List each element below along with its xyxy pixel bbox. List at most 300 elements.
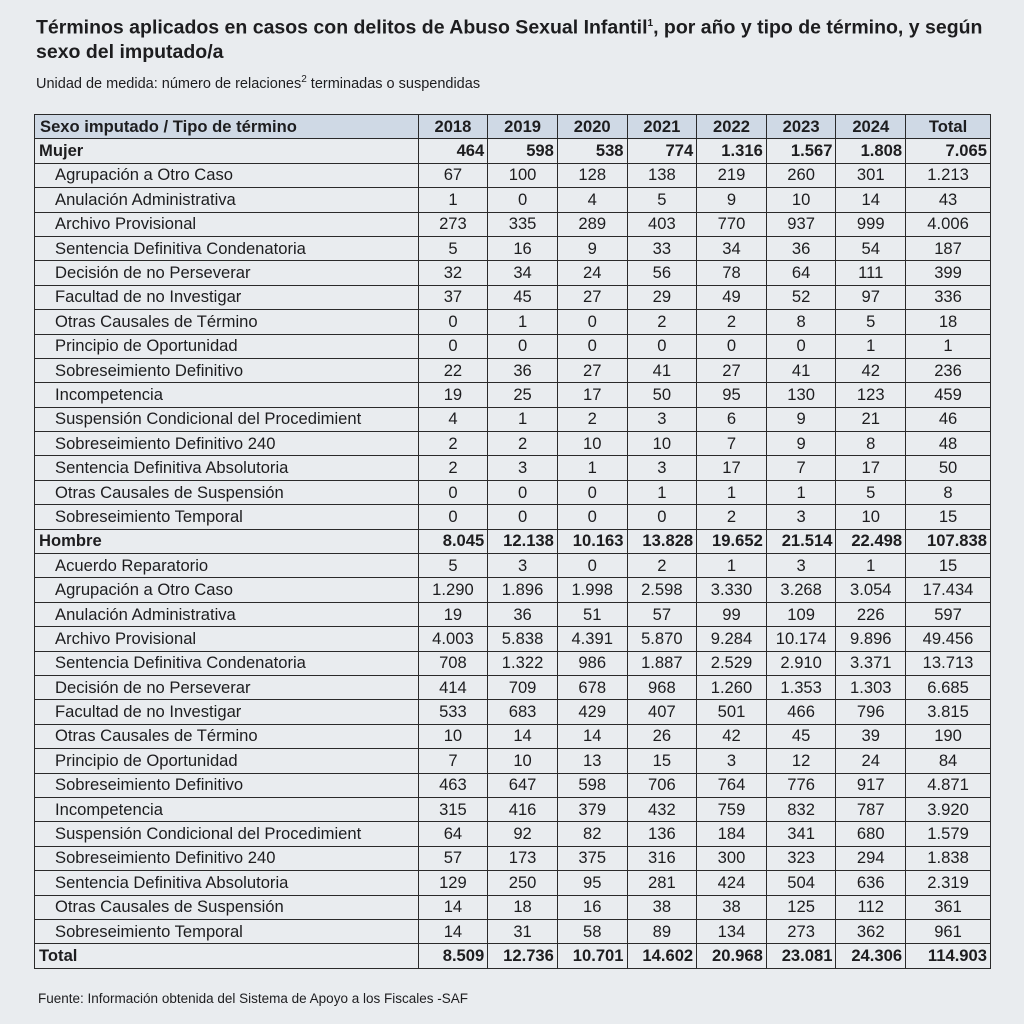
table-cell: 3: [488, 554, 558, 578]
table-cell: 13: [557, 749, 627, 773]
table-cell: 0: [488, 505, 558, 529]
table-cell: 57: [418, 846, 488, 870]
table-cell: 1.303: [836, 675, 906, 699]
column-header: 2021: [627, 115, 697, 139]
table-cell: 597: [906, 602, 991, 626]
table-cell: 64: [766, 261, 836, 285]
table-cell: 6.685: [906, 675, 991, 699]
table-cell: 1.290: [418, 578, 488, 602]
table-cell: 9: [557, 236, 627, 260]
table-cell: 95: [697, 383, 767, 407]
table-cell: 112: [836, 895, 906, 919]
table-cell: 31: [488, 919, 558, 943]
row-label: Agrupación a Otro Caso: [35, 578, 419, 602]
table-cell: 538: [557, 139, 627, 163]
row-label: Sentencia Definitiva Condenatoria: [35, 236, 419, 260]
table-cell: 1.322: [488, 651, 558, 675]
row-label: Sobreseimiento Definitivo 240: [35, 432, 419, 456]
table-cell: 336: [906, 285, 991, 309]
table-cell: 10.163: [557, 529, 627, 553]
table-cell: 129: [418, 871, 488, 895]
table-cell: 2.529: [697, 651, 767, 675]
table-cell: 250: [488, 871, 558, 895]
table-cell: 770: [697, 212, 767, 236]
unit-of-measure: [36, 70, 480, 94]
table-cell: 128: [557, 163, 627, 187]
table-cell: 533: [418, 700, 488, 724]
table-cell: 1: [627, 480, 697, 504]
table-cell: 4.871: [906, 773, 991, 797]
table-cell: 109: [766, 602, 836, 626]
table-cell: 6: [697, 407, 767, 431]
table-cell: 23.081: [766, 944, 836, 968]
table-cell: 43: [906, 188, 991, 212]
table-cell: 15: [627, 749, 697, 773]
table-cell: 1: [836, 554, 906, 578]
table-cell: 3.815: [906, 700, 991, 724]
table-cell: 24.306: [836, 944, 906, 968]
table-cell: 968: [627, 675, 697, 699]
table-cell: 300: [697, 846, 767, 870]
table-cell: 49.456: [906, 627, 991, 651]
table-cell: 10: [766, 188, 836, 212]
row-label: Sobreseimiento Definitivo 240: [35, 846, 419, 870]
table-cell: 67: [418, 163, 488, 187]
table-cell: 917: [836, 773, 906, 797]
row-label: Hombre: [35, 529, 419, 553]
table-cell: 0: [557, 505, 627, 529]
table-cell: 10: [836, 505, 906, 529]
table-title: [36, 12, 996, 64]
table-cell: 36: [488, 602, 558, 626]
row-label: Principio de Oportunidad: [35, 334, 419, 358]
table-cell: 0: [488, 334, 558, 358]
table-cell: 8.509: [418, 944, 488, 968]
row-label: Principio de Oportunidad: [35, 749, 419, 773]
table-cell: 260: [766, 163, 836, 187]
table-row: [35, 724, 991, 748]
table-row: [35, 310, 991, 334]
table-cell: 1: [418, 188, 488, 212]
table-cell: 424: [697, 871, 767, 895]
table-cell: 2: [418, 432, 488, 456]
table-cell: 4.391: [557, 627, 627, 651]
table-cell: 937: [766, 212, 836, 236]
table-row: [35, 749, 991, 773]
table-cell: 17: [836, 456, 906, 480]
table-cell: 683: [488, 700, 558, 724]
table-cell: 2.910: [766, 651, 836, 675]
table-cell: 21.514: [766, 529, 836, 553]
table-cell: 5: [836, 310, 906, 334]
table-cell: 17: [697, 456, 767, 480]
table-cell: 38: [627, 895, 697, 919]
table-cell: 464: [418, 139, 488, 163]
table-cell: 25: [488, 383, 558, 407]
row-label: Decisión de no Perseverar: [35, 261, 419, 285]
table-cell: 9: [697, 188, 767, 212]
row-label: Anulación Administrativa: [35, 188, 419, 212]
table-cell: 51: [557, 602, 627, 626]
table-cell: 58: [557, 919, 627, 943]
table-cell: 463: [418, 773, 488, 797]
table-cell: 29: [627, 285, 697, 309]
row-label: Agrupación a Otro Caso: [35, 163, 419, 187]
table-cell: 1.316: [697, 139, 767, 163]
table-cell: 20.968: [697, 944, 767, 968]
table-cell: 3.268: [766, 578, 836, 602]
table-cell: 52: [766, 285, 836, 309]
table-cell: 1.353: [766, 675, 836, 699]
table-cell: 12.138: [488, 529, 558, 553]
table-cell: 2: [697, 310, 767, 334]
row-label: Archivo Provisional: [35, 212, 419, 236]
group-row: [35, 529, 991, 553]
row-label: Anulación Administrativa: [35, 602, 419, 626]
table-cell: 1: [557, 456, 627, 480]
column-header: 2023: [766, 115, 836, 139]
table-cell: 832: [766, 797, 836, 821]
table-cell: 273: [418, 212, 488, 236]
table-cell: 501: [697, 700, 767, 724]
table-row: [35, 480, 991, 504]
table-cell: 0: [488, 188, 558, 212]
table-cell: 7: [766, 456, 836, 480]
table-cell: 49: [697, 285, 767, 309]
table-cell: 8.045: [418, 529, 488, 553]
table-cell: 33: [627, 236, 697, 260]
table-cell: 7: [697, 432, 767, 456]
row-label: Sentencia Definitiva Condenatoria: [35, 651, 419, 675]
table-cell: 776: [766, 773, 836, 797]
table-cell: 22: [418, 358, 488, 382]
statistics-table: [34, 114, 991, 969]
table-cell: 379: [557, 797, 627, 821]
table-cell: 84: [906, 749, 991, 773]
table-cell: 95: [557, 871, 627, 895]
table-cell: 961: [906, 919, 991, 943]
table-cell: 3.371: [836, 651, 906, 675]
table-cell: 107.838: [906, 529, 991, 553]
table-cell: 34: [697, 236, 767, 260]
table-cell: 399: [906, 261, 991, 285]
table-row: [35, 261, 991, 285]
table-cell: 32: [418, 261, 488, 285]
table-cell: 36: [488, 358, 558, 382]
table-cell: 10.701: [557, 944, 627, 968]
table-cell: 36: [766, 236, 836, 260]
table-cell: 27: [697, 358, 767, 382]
row-label: Acuerdo Reparatorio: [35, 554, 419, 578]
table-cell: 134: [697, 919, 767, 943]
table-cell: 0: [557, 554, 627, 578]
table-cell: 8: [836, 432, 906, 456]
table-cell: 3: [627, 407, 697, 431]
table-cell: 1: [488, 310, 558, 334]
row-label: Total: [35, 944, 419, 968]
table-cell: 5.838: [488, 627, 558, 651]
table-cell: 301: [836, 163, 906, 187]
footnote-marker-2: 2: [301, 74, 307, 85]
table-row: [35, 554, 991, 578]
table-row: [35, 700, 991, 724]
table-cell: 1: [697, 480, 767, 504]
table-cell: 18: [488, 895, 558, 919]
column-header: 2018: [418, 115, 488, 139]
table-cell: 407: [627, 700, 697, 724]
row-label: Incompetencia: [35, 797, 419, 821]
table-row: [35, 919, 991, 943]
table-row: [35, 578, 991, 602]
table-cell: 1.213: [906, 163, 991, 187]
subtitle-text-continued: terminadas o suspendidas: [306, 75, 481, 92]
table-cell: 0: [557, 334, 627, 358]
table-cell: 5: [627, 188, 697, 212]
table-cell: 598: [557, 773, 627, 797]
table-row: [35, 163, 991, 187]
table-cell: 64: [418, 822, 488, 846]
table-cell: 2: [627, 554, 697, 578]
table-cell: 341: [766, 822, 836, 846]
table-row: [35, 846, 991, 870]
table-row: [35, 432, 991, 456]
table-cell: 0: [488, 480, 558, 504]
table-cell: 708: [418, 651, 488, 675]
table-row: [35, 383, 991, 407]
table-cell: 15: [906, 505, 991, 529]
row-label: Sentencia Definitiva Absolutoria: [35, 871, 419, 895]
table-cell: 1: [766, 480, 836, 504]
table-cell: 13.828: [627, 529, 697, 553]
table-row: [35, 675, 991, 699]
table-cell: 459: [906, 383, 991, 407]
table-cell: 323: [766, 846, 836, 870]
table-cell: 3: [627, 456, 697, 480]
table-cell: 3: [766, 554, 836, 578]
table-cell: 236: [906, 358, 991, 382]
table-cell: 34: [488, 261, 558, 285]
table-cell: 27: [557, 285, 627, 309]
table-cell: 429: [557, 700, 627, 724]
table-cell: 14: [418, 919, 488, 943]
row-label: Decisión de no Perseverar: [35, 675, 419, 699]
table-cell: 636: [836, 871, 906, 895]
table-cell: 1.998: [557, 578, 627, 602]
table-cell: 0: [627, 505, 697, 529]
table-cell: 125: [766, 895, 836, 919]
table-cell: 14: [488, 724, 558, 748]
table-cell: 226: [836, 602, 906, 626]
table-row: [35, 871, 991, 895]
table-cell: 1.896: [488, 578, 558, 602]
table-cell: 986: [557, 651, 627, 675]
table-cell: 15: [906, 554, 991, 578]
table-cell: 787: [836, 797, 906, 821]
title-text-continued: , por año y tipo de término, y según sexo del imputado/a: [36, 16, 983, 63]
table-cell: 9.896: [836, 627, 906, 651]
table-cell: 0: [557, 310, 627, 334]
table-row: [35, 822, 991, 846]
table-cell: 54: [836, 236, 906, 260]
total-row: [35, 944, 991, 968]
row-label: Facultad de no Investigar: [35, 700, 419, 724]
row-label: Mujer: [35, 139, 419, 163]
row-label: Facultad de no Investigar: [35, 285, 419, 309]
table-cell: 38: [697, 895, 767, 919]
table-cell: 273: [766, 919, 836, 943]
table-cell: 1.260: [697, 675, 767, 699]
table-cell: 12: [766, 749, 836, 773]
table-cell: 89: [627, 919, 697, 943]
group-row: [35, 139, 991, 163]
table-cell: 774: [627, 139, 697, 163]
table-cell: 999: [836, 212, 906, 236]
row-label: Incompetencia: [35, 383, 419, 407]
table-row: [35, 602, 991, 626]
table-row: [35, 505, 991, 529]
row-label: Otras Causales de Suspensión: [35, 895, 419, 919]
table-cell: 403: [627, 212, 697, 236]
table-row: [35, 285, 991, 309]
table-cell: 16: [557, 895, 627, 919]
table-cell: 361: [906, 895, 991, 919]
table-cell: 37: [418, 285, 488, 309]
table-cell: 42: [836, 358, 906, 382]
table-cell: 16: [488, 236, 558, 260]
table-cell: 0: [766, 334, 836, 358]
table-cell: 678: [557, 675, 627, 699]
table-cell: 3: [766, 505, 836, 529]
table-cell: 416: [488, 797, 558, 821]
table-cell: 2: [557, 407, 627, 431]
table-cell: 362: [836, 919, 906, 943]
row-label: Sobreseimiento Temporal: [35, 919, 419, 943]
table-cell: 0: [557, 480, 627, 504]
table-cell: 10.174: [766, 627, 836, 651]
table-row: [35, 456, 991, 480]
table-cell: 41: [766, 358, 836, 382]
table-cell: 17.434: [906, 578, 991, 602]
table-cell: 375: [557, 846, 627, 870]
table-cell: 17: [557, 383, 627, 407]
table-cell: 45: [488, 285, 558, 309]
table-cell: 1.887: [627, 651, 697, 675]
table-cell: 41: [627, 358, 697, 382]
table-cell: 0: [418, 310, 488, 334]
table-cell: 3.054: [836, 578, 906, 602]
table-cell: 3: [488, 456, 558, 480]
table-cell: 598: [488, 139, 558, 163]
table-cell: 21: [836, 407, 906, 431]
table-cell: 14: [418, 895, 488, 919]
table-cell: 12.736: [488, 944, 558, 968]
row-label: Otras Causales de Término: [35, 310, 419, 334]
table-cell: 39: [836, 724, 906, 748]
table-cell: 114.903: [906, 944, 991, 968]
table-cell: 0: [627, 334, 697, 358]
table-cell: 8: [766, 310, 836, 334]
table-cell: 4.003: [418, 627, 488, 651]
table-cell: 48: [906, 432, 991, 456]
table-cell: 50: [627, 383, 697, 407]
table-cell: 796: [836, 700, 906, 724]
column-header-label: Sexo imputado / Tipo de término: [35, 115, 419, 139]
table-cell: 78: [697, 261, 767, 285]
table-cell: 92: [488, 822, 558, 846]
table-cell: 13.713: [906, 651, 991, 675]
table-cell: 45: [766, 724, 836, 748]
table-cell: 42: [697, 724, 767, 748]
table-cell: 10: [627, 432, 697, 456]
table-cell: 5: [418, 236, 488, 260]
table-cell: 14: [836, 188, 906, 212]
row-label: Sentencia Definitiva Absolutoria: [35, 456, 419, 480]
table-cell: 680: [836, 822, 906, 846]
table-cell: 1.567: [766, 139, 836, 163]
table-cell: 24: [836, 749, 906, 773]
table-cell: 764: [697, 773, 767, 797]
table-cell: 56: [627, 261, 697, 285]
table-cell: 22.498: [836, 529, 906, 553]
table-cell: 46: [906, 407, 991, 431]
table-cell: 184: [697, 822, 767, 846]
subtitle-text: Unidad de medida: número de relaciones: [36, 75, 302, 92]
source-note: Fuente: Información obtenida del Sistema de Apoyo a los Fiscales -SAF: [38, 991, 468, 1006]
header-row: [35, 115, 991, 139]
table-body: [35, 139, 991, 968]
table-cell: 19: [418, 602, 488, 626]
table-cell: 281: [627, 871, 697, 895]
table-cell: 14: [557, 724, 627, 748]
table-cell: 466: [766, 700, 836, 724]
table-cell: 10: [557, 432, 627, 456]
table-row: [35, 797, 991, 821]
table-cell: 190: [906, 724, 991, 748]
table-cell: 5: [418, 554, 488, 578]
table-row: [35, 407, 991, 431]
table-cell: 759: [697, 797, 767, 821]
table-cell: 136: [627, 822, 697, 846]
table-cell: 0: [418, 480, 488, 504]
table-cell: 19: [418, 383, 488, 407]
title-text: Términos aplicados en casos con delitos de Abuso Sexual Infantil: [36, 16, 648, 39]
table-cell: 1: [836, 334, 906, 358]
table-cell: 187: [906, 236, 991, 260]
footnote-marker-1: 1: [647, 18, 654, 29]
table-cell: 9.284: [697, 627, 767, 651]
table-cell: 1.838: [906, 846, 991, 870]
table-cell: 315: [418, 797, 488, 821]
table-cell: 5.870: [627, 627, 697, 651]
table-cell: 504: [766, 871, 836, 895]
column-header: 2020: [557, 115, 627, 139]
table-cell: 2: [488, 432, 558, 456]
table-cell: 432: [627, 797, 697, 821]
table-cell: 316: [627, 846, 697, 870]
row-label: Otras Causales de Término: [35, 724, 419, 748]
table-cell: 414: [418, 675, 488, 699]
table-cell: 709: [488, 675, 558, 699]
row-label: Suspensión Condicional del Procedimient: [35, 407, 419, 431]
table-cell: 0: [418, 505, 488, 529]
table-cell: 706: [627, 773, 697, 797]
table-cell: 10: [488, 749, 558, 773]
table-cell: 0: [418, 334, 488, 358]
table-row: [35, 334, 991, 358]
table-cell: 1: [488, 407, 558, 431]
table-cell: 219: [697, 163, 767, 187]
table-cell: 50: [906, 456, 991, 480]
